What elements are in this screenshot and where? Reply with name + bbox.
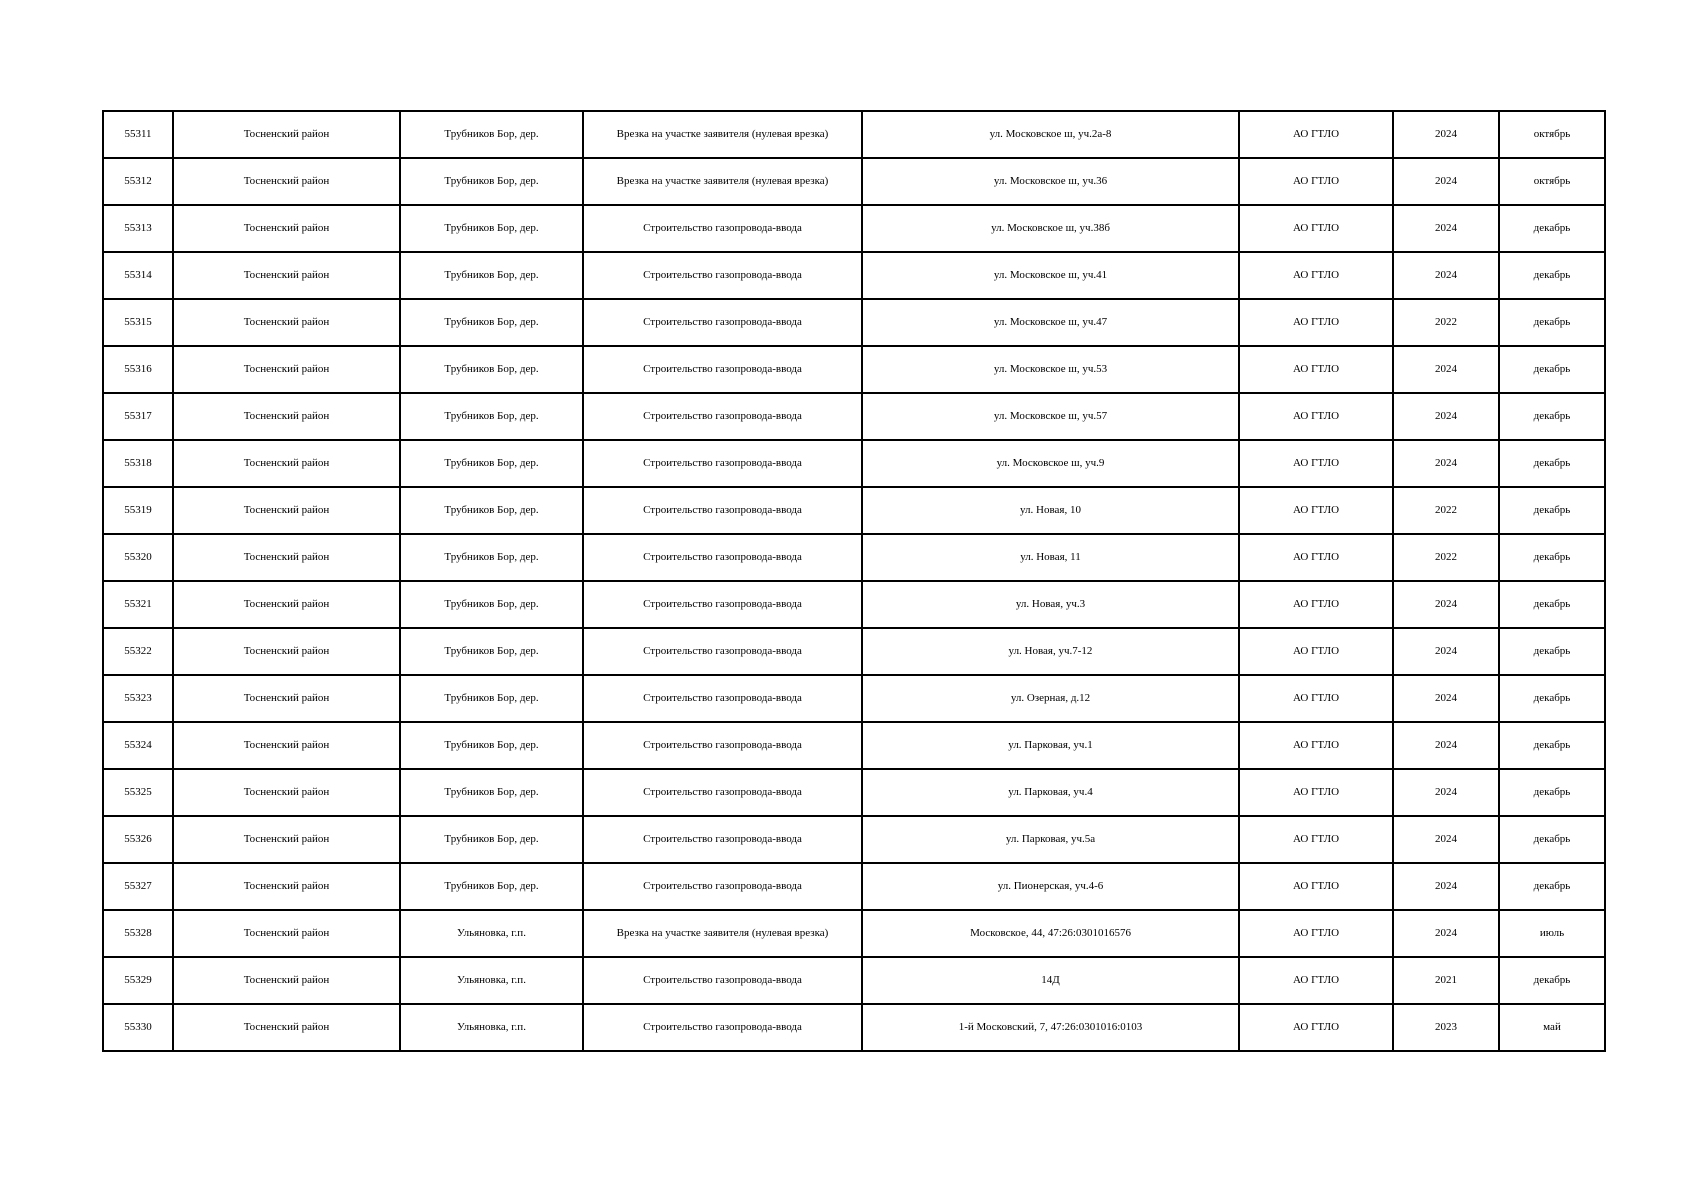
cell-work-type: Строительство газопровода-ввода [583,816,862,863]
cell-address: Московское, 44, 47:26:0301016576 [862,910,1239,957]
cell-address: ул. Новая, 10 [862,487,1239,534]
cell-id: 55327 [103,863,173,910]
cell-org: АО ГТЛО [1239,346,1393,393]
cell-id: 55322 [103,628,173,675]
cell-org: АО ГТЛО [1239,675,1393,722]
table-row [103,769,1605,816]
cell-month: декабрь [1499,299,1605,346]
cell-address: ул. Новая, уч.7-12 [862,628,1239,675]
cell-locality: Трубников Бор, дер. [400,252,583,299]
cell-address: ул. Московское ш, уч.38б [862,205,1239,252]
cell-address: ул. Московское ш, уч.41 [862,252,1239,299]
cell-month: май [1499,1004,1605,1051]
cell-district: Тосненский район [173,675,400,722]
cell-year: 2024 [1393,440,1499,487]
table-body [103,111,1605,1051]
cell-work-type: Врезка на участке заявителя (нулевая врезка) [583,158,862,205]
table-row [103,205,1605,252]
cell-locality: Трубников Бор, дер. [400,440,583,487]
table-row [103,863,1605,910]
cell-year: 2024 [1393,158,1499,205]
cell-address: ул. Новая, 11 [862,534,1239,581]
cell-id: 55316 [103,346,173,393]
cell-org: АО ГТЛО [1239,957,1393,1004]
cell-year: 2024 [1393,252,1499,299]
cell-work-type: Строительство газопровода-ввода [583,346,862,393]
cell-locality: Трубников Бор, дер. [400,393,583,440]
cell-year: 2024 [1393,581,1499,628]
cell-address: ул. Московское ш, уч.57 [862,393,1239,440]
cell-org: АО ГТЛО [1239,863,1393,910]
cell-id: 55329 [103,957,173,1004]
cell-id: 55325 [103,769,173,816]
cell-locality: Трубников Бор, дер. [400,111,583,158]
cell-locality: Трубников Бор, дер. [400,863,583,910]
cell-org: АО ГТЛО [1239,1004,1393,1051]
cell-id: 55330 [103,1004,173,1051]
cell-org: АО ГТЛО [1239,910,1393,957]
cell-work-type: Строительство газопровода-ввода [583,722,862,769]
cell-id: 55326 [103,816,173,863]
cell-year: 2021 [1393,957,1499,1004]
cell-district: Тосненский район [173,769,400,816]
cell-address: 14Д [862,957,1239,1004]
cell-month: июль [1499,910,1605,957]
cell-month: декабрь [1499,534,1605,581]
cell-work-type: Врезка на участке заявителя (нулевая врезка) [583,111,862,158]
cell-month: декабрь [1499,205,1605,252]
cell-year: 2024 [1393,205,1499,252]
cell-district: Тосненский район [173,299,400,346]
cell-id: 55315 [103,299,173,346]
cell-district: Тосненский район [173,628,400,675]
cell-locality: Трубников Бор, дер. [400,628,583,675]
cell-district: Тосненский район [173,252,400,299]
cell-org: АО ГТЛО [1239,440,1393,487]
cell-district: Тосненский район [173,816,400,863]
cell-work-type: Строительство газопровода-ввода [583,769,862,816]
table-row [103,957,1605,1004]
cell-org: АО ГТЛО [1239,205,1393,252]
cell-month: декабрь [1499,816,1605,863]
table-row [103,534,1605,581]
table-row [103,675,1605,722]
cell-locality: Ульяновка, г.п. [400,1004,583,1051]
cell-org: АО ГТЛО [1239,722,1393,769]
cell-org: АО ГТЛО [1239,252,1393,299]
cell-locality: Трубников Бор, дер. [400,299,583,346]
cell-id: 55320 [103,534,173,581]
cell-address: ул. Парковая, уч.4 [862,769,1239,816]
cell-locality: Трубников Бор, дер. [400,816,583,863]
cell-district: Тосненский район [173,1004,400,1051]
table-row [103,158,1605,205]
cell-month: декабрь [1499,675,1605,722]
cell-year: 2024 [1393,769,1499,816]
cell-work-type: Строительство газопровода-ввода [583,581,862,628]
cell-address: ул. Пионерская, уч.4-6 [862,863,1239,910]
cell-id: 55321 [103,581,173,628]
cell-district: Тосненский район [173,487,400,534]
cell-address: ул. Парковая, уч.5а [862,816,1239,863]
cell-work-type: Строительство газопровода-ввода [583,957,862,1004]
table-row [103,111,1605,158]
cell-address: ул. Новая, уч.3 [862,581,1239,628]
cell-month: декабрь [1499,393,1605,440]
cell-org: АО ГТЛО [1239,393,1393,440]
table-row [103,299,1605,346]
cell-year: 2024 [1393,816,1499,863]
cell-locality: Трубников Бор, дер. [400,581,583,628]
table-row [103,581,1605,628]
cell-work-type: Строительство газопровода-ввода [583,628,862,675]
cell-year: 2023 [1393,1004,1499,1051]
cell-district: Тосненский район [173,581,400,628]
cell-address: 1-й Московский, 7, 47:26:0301016:0103 [862,1004,1239,1051]
cell-address: ул. Парковая, уч.1 [862,722,1239,769]
table-row [103,816,1605,863]
cell-month: декабрь [1499,722,1605,769]
cell-month: декабрь [1499,863,1605,910]
cell-address: ул. Московское ш, уч.9 [862,440,1239,487]
cell-locality: Трубников Бор, дер. [400,675,583,722]
cell-locality: Ульяновка, г.п. [400,910,583,957]
cell-district: Тосненский район [173,440,400,487]
cell-org: АО ГТЛО [1239,487,1393,534]
cell-address: ул. Озерная, д.12 [862,675,1239,722]
cell-locality: Трубников Бор, дер. [400,769,583,816]
cell-id: 55314 [103,252,173,299]
cell-year: 2024 [1393,910,1499,957]
cell-district: Тосненский район [173,158,400,205]
cell-id: 55311 [103,111,173,158]
cell-locality: Трубников Бор, дер. [400,346,583,393]
cell-year: 2024 [1393,346,1499,393]
cell-district: Тосненский район [173,722,400,769]
cell-work-type: Строительство газопровода-ввода [583,487,862,534]
cell-work-type: Строительство газопровода-ввода [583,393,862,440]
cell-district: Тосненский район [173,393,400,440]
cell-work-type: Строительство газопровода-ввода [583,440,862,487]
cell-month: октябрь [1499,158,1605,205]
cell-year: 2022 [1393,534,1499,581]
cell-locality: Трубников Бор, дер. [400,722,583,769]
cell-work-type: Врезка на участке заявителя (нулевая врезка) [583,910,862,957]
cell-work-type: Строительство газопровода-ввода [583,1004,862,1051]
gasification-table [102,110,1606,1052]
cell-work-type: Строительство газопровода-ввода [583,863,862,910]
cell-address: ул. Московское ш, уч.53 [862,346,1239,393]
cell-id: 55312 [103,158,173,205]
cell-district: Тосненский район [173,111,400,158]
cell-year: 2024 [1393,675,1499,722]
cell-locality: Трубников Бор, дер. [400,158,583,205]
cell-district: Тосненский район [173,346,400,393]
cell-month: декабрь [1499,252,1605,299]
cell-work-type: Строительство газопровода-ввода [583,205,862,252]
cell-month: декабрь [1499,440,1605,487]
cell-year: 2024 [1393,722,1499,769]
cell-district: Тосненский район [173,957,400,1004]
cell-month: октябрь [1499,111,1605,158]
cell-month: декабрь [1499,487,1605,534]
cell-year: 2022 [1393,487,1499,534]
cell-org: АО ГТЛО [1239,816,1393,863]
table-row [103,1004,1605,1051]
cell-locality: Трубников Бор, дер. [400,205,583,252]
cell-locality: Трубников Бор, дер. [400,534,583,581]
table-row [103,722,1605,769]
table-row [103,487,1605,534]
cell-year: 2024 [1393,111,1499,158]
cell-id: 55317 [103,393,173,440]
cell-month: декабрь [1499,581,1605,628]
cell-address: ул. Московское ш, уч.2а-8 [862,111,1239,158]
cell-work-type: Строительство газопровода-ввода [583,299,862,346]
cell-id: 55328 [103,910,173,957]
cell-org: АО ГТЛО [1239,628,1393,675]
cell-month: декабрь [1499,957,1605,1004]
cell-month: декабрь [1499,346,1605,393]
cell-id: 55318 [103,440,173,487]
cell-work-type: Строительство газопровода-ввода [583,534,862,581]
cell-address: ул. Московское ш, уч.47 [862,299,1239,346]
cell-id: 55313 [103,205,173,252]
cell-month: декабрь [1499,628,1605,675]
cell-org: АО ГТЛО [1239,769,1393,816]
table-row [103,252,1605,299]
cell-org: АО ГТЛО [1239,158,1393,205]
cell-district: Тосненский район [173,863,400,910]
cell-address: ул. Московское ш, уч.36 [862,158,1239,205]
cell-district: Тосненский район [173,205,400,252]
cell-district: Тосненский район [173,534,400,581]
cell-locality: Ульяновка, г.п. [400,957,583,1004]
table-row [103,440,1605,487]
cell-work-type: Строительство газопровода-ввода [583,252,862,299]
cell-org: АО ГТЛО [1239,111,1393,158]
cell-work-type: Строительство газопровода-ввода [583,675,862,722]
cell-month: декабрь [1499,769,1605,816]
cell-locality: Трубников Бор, дер. [400,487,583,534]
table-row [103,346,1605,393]
cell-id: 55323 [103,675,173,722]
cell-org: АО ГТЛО [1239,534,1393,581]
cell-district: Тосненский район [173,910,400,957]
cell-org: АО ГТЛО [1239,299,1393,346]
cell-year: 2024 [1393,863,1499,910]
cell-id: 55319 [103,487,173,534]
cell-org: АО ГТЛО [1239,581,1393,628]
cell-year: 2024 [1393,628,1499,675]
cell-year: 2022 [1393,299,1499,346]
table-row [103,910,1605,957]
table-row [103,393,1605,440]
cell-year: 2024 [1393,393,1499,440]
cell-id: 55324 [103,722,173,769]
table-row [103,628,1605,675]
